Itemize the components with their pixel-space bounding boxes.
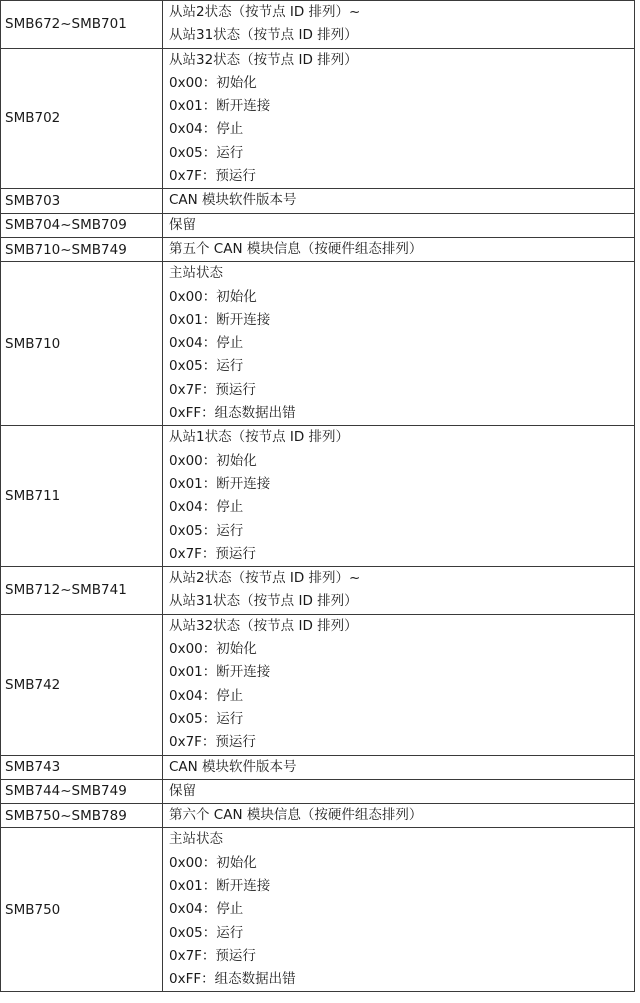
description-line: 0x05：运行 xyxy=(169,144,244,161)
table-row xyxy=(1,828,635,992)
register-address-cell: SMB750~SMB789 xyxy=(1,804,163,828)
register-address-cell: SMB742 xyxy=(1,614,163,755)
register-address-cell: SMB704~SMB709 xyxy=(1,213,163,237)
description-line: 0x05：运行 xyxy=(169,358,244,375)
description-line: 0x01：断开连接 xyxy=(169,877,271,894)
description-line: 0xFF：组态数据出错 xyxy=(169,971,296,988)
table-row xyxy=(1,262,635,426)
description-line: 0x04：停止 xyxy=(169,121,244,138)
description-line: 0x04：停止 xyxy=(169,901,244,918)
description-cell xyxy=(163,804,635,828)
description-line: 0x00：初始化 xyxy=(169,854,257,871)
description-line: 0x00：初始化 xyxy=(169,452,257,469)
register-address-cell: SMB743 xyxy=(1,755,163,779)
register-address-cell: SMB744~SMB749 xyxy=(1,779,163,803)
description-line: 第六个 CAN 模块信息（按硬件组态排列） xyxy=(169,807,423,824)
table-row xyxy=(1,614,635,755)
table-row xyxy=(1,237,635,261)
description-line: CAN 模块软件版本号 xyxy=(169,758,297,775)
description-cell xyxy=(163,779,635,803)
description-line: 0x01：断开连接 xyxy=(169,311,271,328)
table-row xyxy=(1,426,635,567)
table-row xyxy=(1,567,635,615)
table-body xyxy=(1,1,635,992)
description-line: 保留 xyxy=(169,216,196,233)
table-row xyxy=(1,779,635,803)
description-line: 0x01：断开连接 xyxy=(169,664,271,681)
description-line: 0x01：断开连接 xyxy=(169,475,271,492)
table-row xyxy=(1,1,635,49)
register-address-cell: SMB672~SMB701 xyxy=(1,1,163,49)
register-address-cell: SMB712~SMB741 xyxy=(1,567,163,615)
register-address-cell: SMB703 xyxy=(1,189,163,213)
description-line: 0x05：运行 xyxy=(169,924,244,941)
description-line: 0x05：运行 xyxy=(169,710,244,727)
register-address-cell: SMB750 xyxy=(1,828,163,992)
description-cell xyxy=(163,828,635,992)
table-row xyxy=(1,48,635,189)
description-line: 第五个 CAN 模块信息（按硬件组态排列） xyxy=(169,240,423,257)
register-address-cell: SMB711 xyxy=(1,426,163,567)
description-line: 0x00：初始化 xyxy=(169,641,257,658)
description-cell xyxy=(163,614,635,755)
description-line: 0x04：停止 xyxy=(169,335,244,352)
table-row xyxy=(1,189,635,213)
description-line: 0x05：运行 xyxy=(169,522,244,539)
description-line: 从站31状态（按节点 ID 排列） xyxy=(169,27,358,44)
description-cell xyxy=(163,48,635,189)
description-line: 从站31状态（按节点 ID 排列） xyxy=(169,593,358,610)
description-line: CAN 模块软件版本号 xyxy=(169,192,297,209)
description-line: 0x7F：预运行 xyxy=(169,168,256,185)
description-line: 0x04：停止 xyxy=(169,499,244,516)
description-cell xyxy=(163,426,635,567)
description-cell xyxy=(163,262,635,426)
description-line: 0x7F：预运行 xyxy=(169,734,256,751)
description-line: 从站2状态（按节点 ID 排列）~ xyxy=(169,570,361,587)
table-row xyxy=(1,755,635,779)
description-cell xyxy=(163,189,635,213)
description-cell xyxy=(163,567,635,615)
description-line: 从站1状态（按节点 ID 排列） xyxy=(169,429,350,446)
register-address-cell: SMB710 xyxy=(1,262,163,426)
table-row xyxy=(1,213,635,237)
description-line: 0x01：断开连接 xyxy=(169,98,271,115)
description-line: 从站32状态（按节点 ID 排列） xyxy=(169,51,358,68)
description-line: 保留 xyxy=(169,782,196,799)
description-line: 0x7F：预运行 xyxy=(169,545,256,562)
description-cell xyxy=(163,1,635,49)
description-line: 主站状态 xyxy=(169,265,223,282)
description-cell xyxy=(163,213,635,237)
description-line: 0x00：初始化 xyxy=(169,288,257,305)
description-line: 0x00：初始化 xyxy=(169,74,257,91)
description-cell xyxy=(163,755,635,779)
table-row xyxy=(1,804,635,828)
description-line: 0xFF：组态数据出错 xyxy=(169,405,296,422)
register-address-cell: SMB710~SMB749 xyxy=(1,237,163,261)
description-line: 从站2状态（按节点 ID 排列）~ xyxy=(169,4,361,20)
description-cell xyxy=(163,237,635,261)
description-line: 从站32状态（按节点 ID 排列） xyxy=(169,617,358,634)
description-line: 0x7F：预运行 xyxy=(169,947,256,964)
register-address-cell: SMB702 xyxy=(1,48,163,189)
description-line: 0x7F：预运行 xyxy=(169,381,256,398)
description-line: 主站状态 xyxy=(169,831,223,848)
description-line: 0x04：停止 xyxy=(169,687,244,704)
